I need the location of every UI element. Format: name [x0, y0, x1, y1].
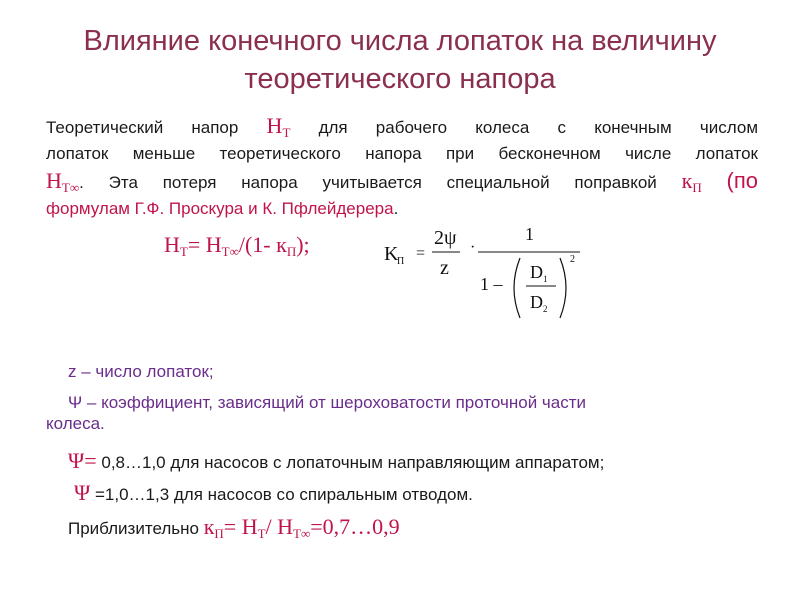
approx-eq: = H [223, 514, 258, 539]
f2-dot: · [470, 239, 476, 256]
f2-k-sub: П [397, 256, 405, 267]
symbol-HTinf [46, 168, 79, 193]
intro-text-3b: . Эта потеря напора учитывается специальной поправкой [79, 173, 657, 192]
def-psi-line-2: колеса. [46, 414, 105, 433]
intro-line-4 [46, 195, 758, 223]
f2-d1: D [530, 262, 543, 282]
def-psi-range-2 [74, 480, 473, 506]
f2-k: K [384, 243, 399, 265]
f1-Hinf-sub: T∞ [221, 244, 239, 259]
f1-H-sub: T [179, 244, 188, 259]
def-z: z – число лопаток; [68, 362, 214, 381]
f1-eq: = H [187, 232, 222, 257]
def-psi-range-1 [68, 448, 604, 474]
intro-text-4-end: . [393, 199, 399, 218]
f2-d2: D [530, 292, 543, 312]
f1-k-sub: П [286, 244, 297, 259]
f2-num: 2ψ [434, 227, 457, 249]
approx-formula [204, 514, 400, 539]
f2-one-minus: 1 – [480, 274, 503, 294]
intro-text-4: формулам Г.Ф. Проскура и К. Пфлейдерера [46, 199, 394, 218]
approx-div: / H [265, 514, 294, 539]
approx-k-sub: П [214, 526, 224, 541]
f2-paren-right [560, 258, 566, 318]
psi2-symbol: Ψ [74, 480, 91, 505]
symbol-k: к [681, 168, 693, 193]
f2-one: 1 [525, 224, 534, 244]
f2-pow: 2 [570, 254, 575, 265]
psi2-text: =1,0…1,3 для насосов со спиральным отводом. [90, 485, 473, 504]
title-line-1: Влияние конечного числа лопаток на величину [83, 25, 717, 57]
intro-line-2: лопаток меньше теоретического напора при бесконечном числе лопаток [46, 144, 758, 163]
f2-paren-left [514, 258, 520, 318]
psi1-symbol: Ψ= [68, 448, 97, 473]
symbol-k-sub: П [692, 180, 702, 195]
f1-close: ); [296, 232, 310, 257]
symbol-H-sub: T [282, 125, 291, 140]
title-line-2: теоретического напора [244, 63, 556, 95]
approx-value: =0,7…0,9 [310, 514, 400, 539]
approx-H-sub: T [257, 526, 266, 541]
f2-d1-sub: 1 [543, 274, 548, 284]
symbol-HT [267, 113, 291, 138]
formula-HT [164, 232, 310, 260]
approx-Hinf-sub: T∞ [293, 526, 311, 541]
approx-label: Приблизительно [68, 519, 204, 538]
slide-title [0, 22, 800, 98]
f1-H: H [164, 232, 180, 257]
def-psi-line-1: Ψ – коэффициент, зависящий от шероховатости проточной части [68, 393, 587, 412]
intro-text-1a: Теоретический напор [46, 118, 239, 137]
symbol-H: H [46, 168, 62, 193]
f2-d2-sub: 2 [543, 304, 548, 314]
approx-line [68, 514, 400, 542]
symbol-H: H [266, 113, 283, 138]
def-psi [46, 392, 718, 434]
f2-eq: = [416, 245, 426, 262]
intro-line-1 [46, 112, 758, 140]
f1-rest: /(1- к [238, 232, 287, 257]
intro-line-3 [46, 167, 758, 195]
intro-text-3c: (по [726, 168, 758, 193]
f2-den: z [440, 257, 449, 279]
intro-paragraph [46, 112, 758, 223]
symbol-kP [682, 168, 702, 193]
intro-text-1b: для рабочего колеса с конечным числом [318, 118, 758, 137]
approx-k: к [203, 514, 215, 539]
psi1-text: 0,8…1,0 для насосов с лопаточным направляющим аппаратом; [96, 453, 605, 472]
symbol-H-sub: T∞ [61, 180, 80, 195]
formula-kP-svg [380, 222, 590, 322]
